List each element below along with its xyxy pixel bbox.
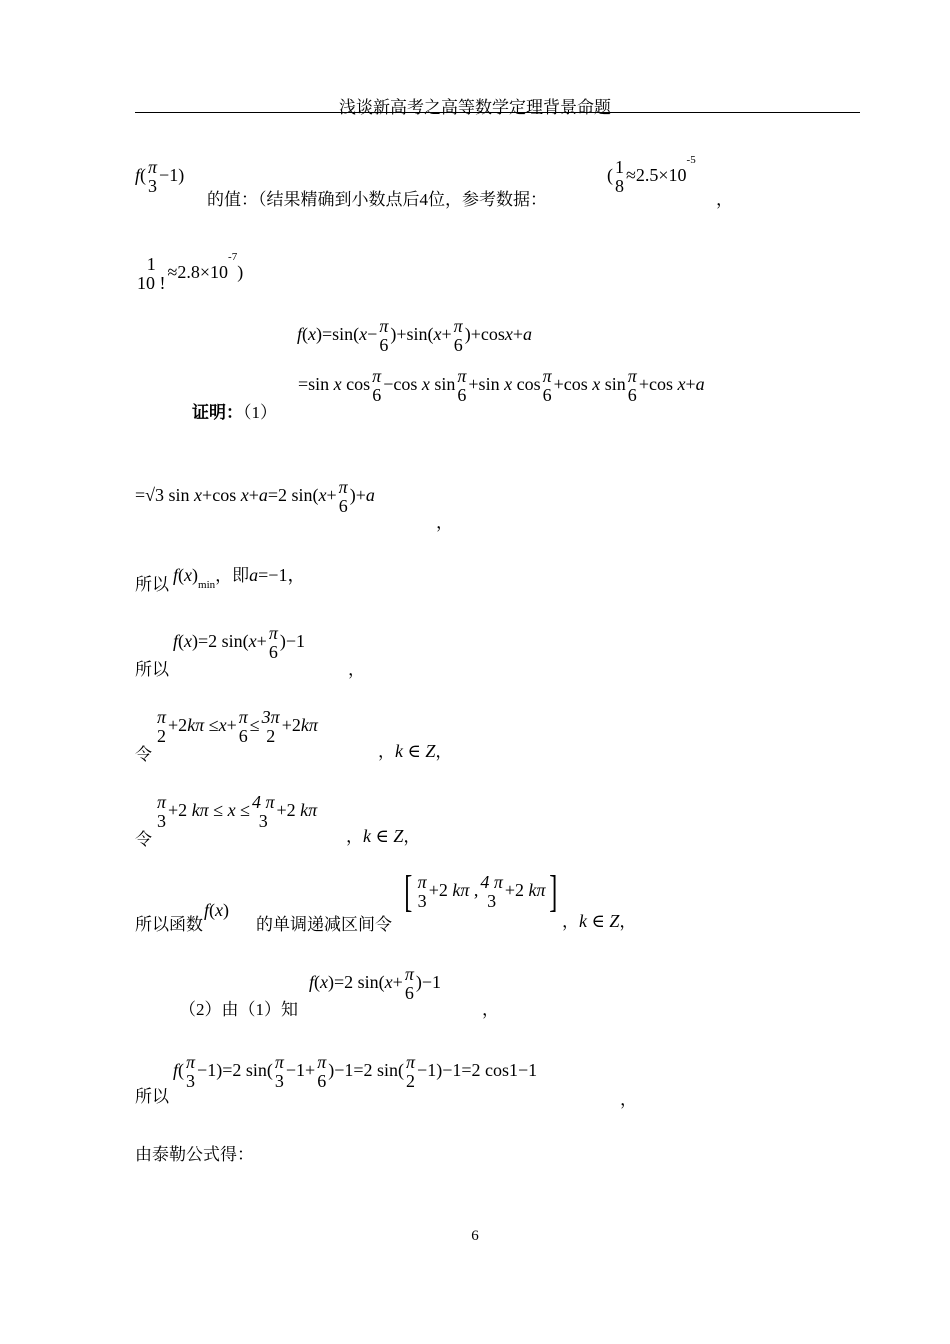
expr-part: )=2 sin( [192,631,249,652]
numerator: π [417,872,427,893]
denominator: 6 [404,982,414,1003]
exponent: -5 [686,154,696,166]
numerator: π [372,366,382,386]
symbol-f: f [297,324,303,345]
numerator: π [238,707,248,727]
expr-part: )+ [349,485,366,506]
numerator: π [406,1052,416,1072]
var-x: x [433,324,442,345]
symbol-f: f [173,1060,179,1081]
fraction-1-over-8 [614,158,625,196]
symbol-f: f [204,900,210,920]
proof-label [192,398,277,423]
condition-k-in-z [378,737,452,762]
comma: ， [619,912,637,931]
numerator: 1 [615,157,624,177]
text-ling: 令 [135,745,152,764]
var-x: x [248,631,257,652]
var-x: x [308,324,317,345]
set-z: Z [425,741,436,761]
var-x: x [333,374,342,395]
denominator: 3 [157,810,167,831]
fraction-pi-over-6 [338,478,349,516]
denominator: 3 [274,1070,284,1091]
expr-part: )−1 [415,972,442,993]
equation-evaluation [173,1053,537,1091]
equation-f-restated [309,965,441,1003]
expr-part: sin [434,374,456,395]
paren: ) [192,565,199,585]
fraction-pi-over-6 [238,708,249,746]
var-x: x [592,374,601,395]
var-x: x [359,324,368,345]
denominator: 2 [266,725,276,746]
operator-le: ≤ [208,800,228,821]
numerator: π [274,1052,284,1072]
var-x: x [184,631,193,652]
paren: ) [223,900,230,920]
expr-part: +2 [168,800,192,821]
equation-f-result [173,624,305,662]
operator: + [256,631,267,652]
operator: + [685,374,696,395]
numerator: π [268,623,278,643]
paren: ( [607,165,613,186]
var-kpi: kπ [191,800,209,821]
numerator: 1 [146,254,156,274]
inequality-2 [155,793,317,831]
numerator: π [157,707,167,727]
expr-part: =2 sin( [267,485,319,506]
operator-le: ≤ [204,715,219,736]
denominator: 6 [379,334,389,355]
text-interval-desc: 的单调递减区间令 [256,915,392,934]
fraction-pi-over-6 [371,367,382,405]
var-a: a [249,565,259,585]
fraction-pi-over-6 [453,317,464,355]
expr-part: −cos [383,374,418,395]
symbol-f: f [173,631,179,652]
fraction-pi-over-6 [404,965,415,1003]
denominator: 10 ! [137,272,166,293]
paren: ( [178,1060,185,1081]
operator: − [367,324,378,345]
expr-part: +2 [276,800,301,821]
comma: ， [620,1090,637,1109]
numerator: 4 π [480,872,503,893]
var-k: k [579,911,587,931]
var-x: x [320,972,329,993]
text-ji: ，即 [215,566,250,585]
numerator: 3π [261,707,280,727]
fraction-pi-over-3 [417,873,428,911]
separator: , [469,880,479,901]
expr-part: sin [604,374,626,395]
denominator: 2 [406,1070,416,1091]
bracket-right: ] [548,867,557,916]
comma: ， [482,1000,499,1019]
reference-data-1 [607,154,696,196]
numerator: 4 π [251,792,275,812]
expression-part: −1) [159,165,185,186]
text-suoyi: 所以 [135,660,169,679]
fraction-4pi-over-3 [251,793,276,831]
var-kpi: kπ [187,715,205,736]
operator-le: ≤ [235,800,250,821]
proof-heading: 证明： [192,403,243,422]
var-x: x [504,324,513,345]
expr-part: +cos [638,374,673,395]
denominator: 6 [317,1070,327,1091]
fraction-pi-over-6 [268,624,279,662]
var-a: a [695,374,705,395]
denominator: 6 [268,641,278,662]
numerator: π [317,1052,327,1072]
operator: + [326,485,337,506]
expr-part: =√3 sin [135,485,190,506]
exponent: -7 [228,251,238,263]
equation-expansion [298,367,705,405]
expr-part: )+sin( [390,324,434,345]
var-a: a [365,485,375,506]
expr-part: cos [346,374,371,395]
expr-part: −1)=2 sin( [197,1060,273,1081]
numerator: π [457,366,467,386]
numerator: π [157,792,167,812]
denominator: 6 [372,384,382,405]
expr-part: +2 [168,715,188,736]
expr-part: )=2 sin( [328,972,385,993]
paren: ( [178,631,185,652]
denominator: 6 [238,725,248,746]
operator: + [248,485,259,506]
approx-value: ≈2.5×10 [626,165,687,186]
var-x: x [194,485,203,506]
var-x: x [227,800,236,821]
subscript-min: min [198,579,216,591]
intro-expression [135,158,184,196]
set-z: Z [393,826,404,846]
expr-part: )+cos [464,324,505,345]
numerator: π [404,964,414,984]
fraction-pi-over-6 [456,367,467,405]
numerator: π [379,316,389,336]
approx-value: ≈2.8×10 [167,262,229,283]
function-f-x [204,900,229,921]
comma: ， [403,827,421,846]
expr-part: =−1， [258,565,306,585]
var-a: a [523,324,532,345]
equation-simplified [135,478,375,516]
fraction-4pi-over-3 [479,873,504,911]
var-x: x [240,485,249,506]
var-x: x [384,972,393,993]
expr-part: =sin [298,374,330,395]
denominator: 6 [542,384,552,405]
denominator: 3 [258,810,268,831]
fraction-pi-over-3 [185,1053,196,1091]
condition-k-in-z [562,907,636,932]
operator-in: ∈ [587,911,610,931]
var-x: x [677,374,686,395]
var-x: x [184,565,193,585]
symbol-f: f [173,565,179,585]
fraction-pi-over-6 [378,317,389,355]
header-divider [135,112,860,113]
expr-part: +cos [202,485,237,506]
fraction-pi-over-6 [542,367,553,405]
equation-f-definition [297,317,532,355]
expr-part: +2 [504,880,529,901]
fraction-1-over-10-factorial [136,255,167,293]
expr-part: )=sin( [316,324,360,345]
intro-text: 的值：（结果精确到小数点后4位，参考数据： [207,190,547,209]
expr-part: +cos [553,374,588,395]
symbol-f: f [309,972,315,993]
var-x: x [218,715,227,736]
operator: + [226,715,237,736]
numerator: π [542,366,552,386]
header-title: 浅谈新高考之高等数学定理背景命题 [339,98,611,117]
numerator: π [453,316,463,336]
expr-part: +2 [428,880,453,901]
text-taylor: 由泰勒公式得： [135,1145,254,1164]
fraction-pi-over-2 [156,708,167,746]
expr-part: −1+ [285,1060,316,1081]
numerator: π [186,1052,196,1072]
denominator: 3 [417,891,427,911]
numerator: π [627,366,637,386]
var-x: x [215,900,224,920]
comma: ， [716,190,733,209]
var-kpi: kπ [528,880,546,901]
var-a: a [258,485,268,506]
expr-part: cos [516,374,541,395]
paren: ) [237,262,244,283]
var-k: k [363,826,371,846]
denominator: 6 [338,495,348,516]
fraction-pi-over-3 [156,793,167,831]
paren: ( [314,972,321,993]
denominator: 2 [157,725,167,746]
separator: ， [562,912,579,931]
denominator: 8 [615,175,624,196]
var-x: x [318,485,327,506]
expr-part: +2 [281,715,301,736]
text-suoyi: 所以 [135,1087,169,1106]
bracket-left: [ [404,867,413,916]
numerator: π [338,477,348,497]
denominator: 3 [487,891,497,911]
numerator: π [148,157,158,177]
comma: ， [436,513,453,532]
condition-k-in-z [346,822,420,847]
text-part-2: （2）由（1）知 [179,1000,298,1019]
var-x: x [421,374,430,395]
paren: ( [140,165,147,186]
text-ling: 令 [135,830,152,849]
equation-min [173,561,306,591]
operator: + [392,972,403,993]
denominator: 3 [186,1070,196,1091]
text-suoyi-hanshu: 所以函数 [135,915,203,934]
comma: ， [348,660,365,679]
paren: ( [302,324,309,345]
proof-part-number: （1） [243,403,277,422]
expr-part: −1)−1=2 cos1−1 [417,1060,538,1081]
separator: ， [346,827,363,846]
page-number: 6 [471,1228,479,1244]
fraction-pi-over-3 [147,158,158,196]
paren: ( [209,900,216,920]
fraction-3pi-over-2 [261,708,281,746]
fraction-pi-over-3 [274,1053,285,1091]
var-kpi: kπ [452,880,470,901]
denominator: 6 [453,334,463,355]
fraction-pi-over-6 [627,367,638,405]
paren: ( [178,565,185,585]
set-z: Z [609,911,620,931]
denominator: 6 [627,384,637,405]
operator: + [512,324,523,345]
operator: + [441,324,452,345]
operator-in: ∈ [371,826,394,846]
operator-le: ≤ [249,715,260,736]
decreasing-interval [401,867,560,916]
expr-part: )−1=2 sin( [328,1060,405,1081]
var-k: k [395,741,403,761]
denominator: 6 [457,384,467,405]
fraction-pi-over-6 [316,1053,327,1091]
comma: ， [435,742,453,761]
text-suoyi: 所以 [135,575,169,594]
expr-part: +sin [468,374,500,395]
var-x: x [504,374,513,395]
reference-data-2 [135,251,244,293]
operator-in: ∈ [403,741,426,761]
denominator: 3 [148,175,158,196]
separator: ， [378,742,395,761]
inequality-1 [155,708,318,746]
expr-part: )−1 [279,631,306,652]
fraction-pi-over-2 [405,1053,416,1091]
var-kpi: kπ [300,800,318,821]
var-kpi: kπ [300,715,318,736]
symbol-f: f [135,165,141,186]
